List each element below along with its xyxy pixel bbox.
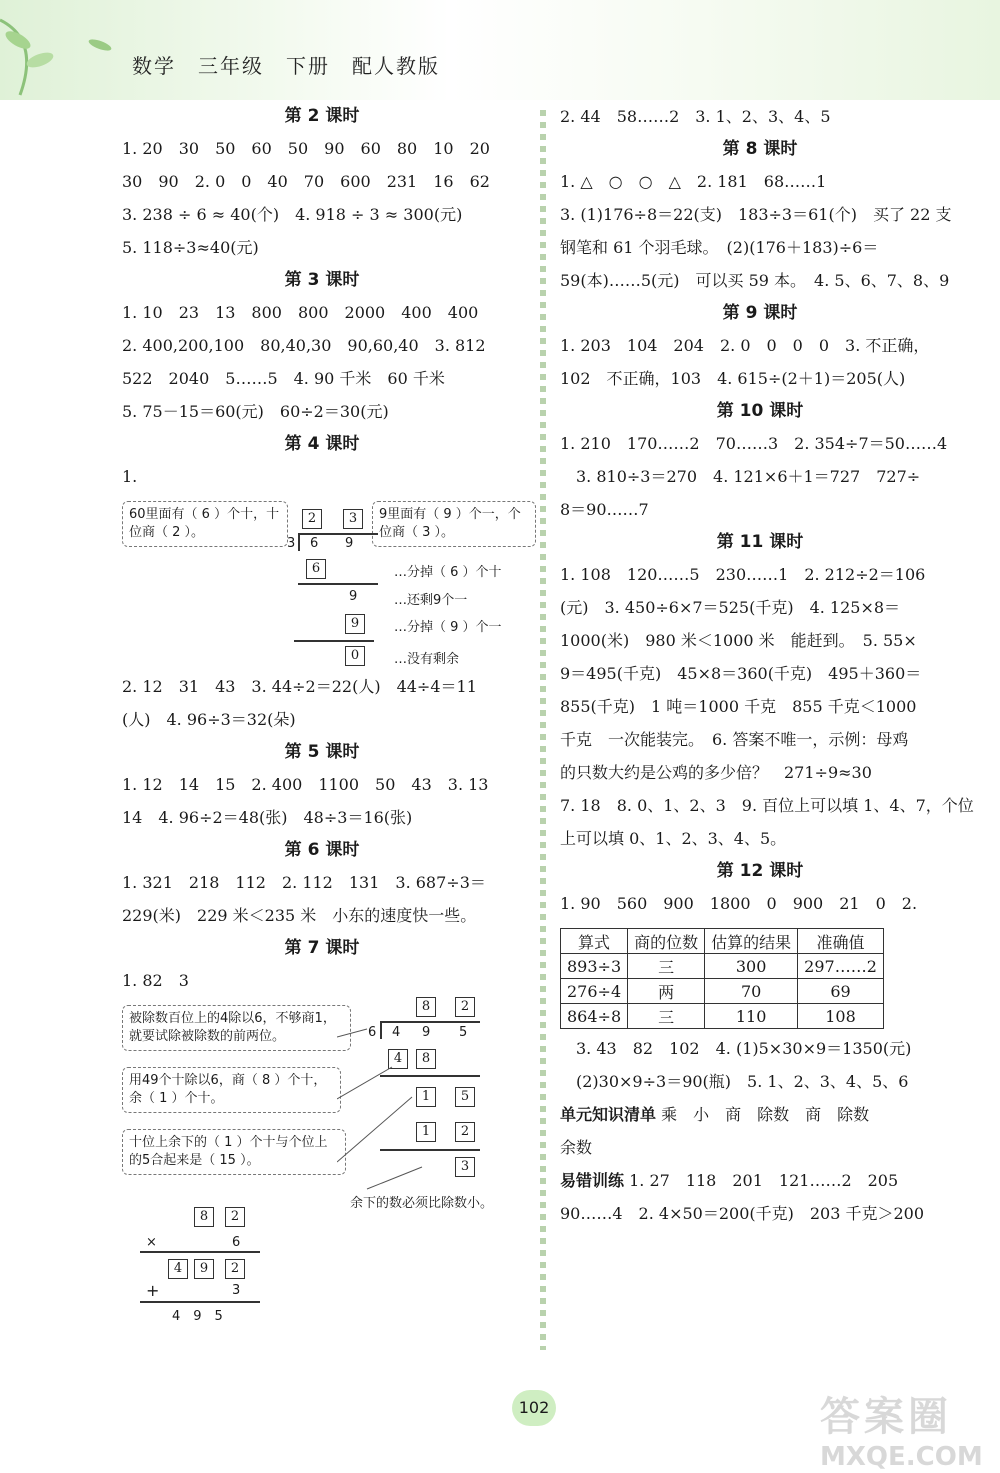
step-box: 5 xyxy=(455,1087,475,1107)
table-header: 算式 xyxy=(561,929,628,954)
divisor: 3 xyxy=(287,536,296,551)
divisor: 6 xyxy=(368,1025,377,1040)
answer-line: 1. 108 120……5 230……1 2. 212÷2＝106 xyxy=(560,565,926,584)
table-cell: 297……2 xyxy=(798,954,884,979)
note-box: 用49个十除以6，商（ 8 ）个十，余（ 1 ）个十。 xyxy=(122,1067,341,1113)
division-diagram-2 xyxy=(122,997,522,1322)
answer-line: 上可以填 0、1、2、3、4、5。 xyxy=(560,829,787,848)
step-box: 2 xyxy=(455,1122,475,1142)
answer-line: 855(千克) 1 吨＝1000 千克 855 千克＜1000 xyxy=(560,697,917,716)
step-box: 9 xyxy=(345,614,365,634)
answer-line: 8＝90……7 xyxy=(560,500,649,519)
mult-box: 2 xyxy=(225,1207,245,1227)
section-title: 第 10 课时 xyxy=(716,401,804,421)
note-box: 十位上余下的（ 1 ）个十与个位上的5合起来是（ 15 ）。 xyxy=(122,1129,346,1175)
answer-line: 2. 12 31 43 3. 44÷2＝22(人) 44÷4＝11 xyxy=(122,677,477,696)
answer-line: 的只数大约是公鸡的多少倍？ 271÷9≈30 xyxy=(560,763,872,782)
arrow-lines xyxy=(337,1017,427,1197)
answer-line: 1. 10 23 13 800 800 2000 400 400 xyxy=(122,303,479,322)
multiplier: 6 xyxy=(232,1235,241,1250)
section-title: 第 3 课时 xyxy=(284,270,360,290)
product-box: 9 xyxy=(194,1259,214,1279)
answer-line: 102 不正确，103 4. 615÷(2＋1)＝205(人) xyxy=(560,369,906,388)
remainder: 9 xyxy=(349,589,358,604)
step-box: 1 xyxy=(416,1087,436,1107)
table-cell: 70 xyxy=(705,979,798,1004)
dividend-digit: 9 xyxy=(422,1025,431,1040)
answer-line: 1. 20 30 50 60 50 90 60 80 10 20 xyxy=(122,139,490,158)
step-box: 6 xyxy=(306,559,326,579)
summary-text: 乘 小 商 除数 商 除数 xyxy=(661,1105,870,1124)
plus-sign: + xyxy=(146,1281,160,1300)
answer-line: 1. 82 3 xyxy=(122,971,189,990)
quotient-box: 3 xyxy=(343,509,363,529)
quotient-box: 8 xyxy=(416,997,436,1017)
dividend-digit: 9 xyxy=(345,536,354,551)
table-row xyxy=(561,979,884,1004)
step-box: 4 xyxy=(388,1049,408,1069)
left-column xyxy=(122,100,522,1322)
dividend-digit: 6 xyxy=(310,536,319,551)
answer-line: 千克 一次能装完。 6. 答案不唯一，示例：母鸡 xyxy=(560,730,909,749)
right-column xyxy=(560,100,974,1230)
answer-line: 1. △ ○ ○ △ 2. 181 68……1 xyxy=(560,172,827,191)
mult-box: 8 xyxy=(194,1207,214,1227)
step-comment: …还剩9个一 xyxy=(394,593,468,608)
addend: 3 xyxy=(232,1283,241,1298)
answer-line: 5. 75－15＝60(元) 60÷2＝30(元) xyxy=(122,402,389,421)
product-box: 4 xyxy=(168,1259,188,1279)
section-title: 第 9 课时 xyxy=(722,303,798,323)
answer-line: 229(米) 229 米＜235 米 小东的速度快一些。 xyxy=(122,906,477,925)
answer-line: 9＝495(千克) 45×8＝360(千克) 495＋360＝ xyxy=(560,664,922,683)
answer-line: 5. 118÷3≈40(元) xyxy=(122,238,259,257)
table-header: 商的位数 xyxy=(628,929,705,954)
answer-line: 59(本)……5(元) 可以买 59 本。 4. 5、6、7、8、9 xyxy=(560,271,950,290)
table-row xyxy=(561,1004,884,1029)
section-title: 第 8 课时 xyxy=(722,139,798,159)
division-bracket xyxy=(298,533,300,551)
step-line xyxy=(294,640,374,642)
result: 4 9 5 xyxy=(172,1309,223,1324)
step-box: 0 xyxy=(345,646,365,666)
column-divider xyxy=(540,110,546,1350)
answer-line: (元) 3. 450÷6×7＝525(千克) 4. 125×8＝ xyxy=(560,598,901,617)
watermark-top: 答案圈 xyxy=(820,1394,952,1440)
section-title: 第 12 课时 xyxy=(716,861,804,881)
summary-label: 单元知识清单 xyxy=(560,1105,657,1124)
dividend-digit: 4 xyxy=(392,1025,401,1040)
errors-text: 1. 27 118 201 121……2 205 xyxy=(629,1171,899,1190)
quotient-box: 2 xyxy=(302,509,322,529)
table-cell: 69 xyxy=(798,979,884,1004)
answer-line: 3. (1)176÷8＝22(支) 183÷3＝61(个) 买了 22 支 xyxy=(560,205,952,224)
note-box: 被除数百位上的4除以6，不够商1，就要试除被除数的前两位。 xyxy=(122,1005,351,1051)
answer-line: 1. 210 170……2 70……3 2. 354÷7＝50……4 xyxy=(560,434,948,453)
table-header-row xyxy=(561,929,884,954)
table-header: 准确值 xyxy=(798,929,884,954)
estimate-table-wrap xyxy=(560,920,960,1032)
section-title: 第 6 课时 xyxy=(284,840,360,860)
header-title: 数学 三年级 下册 配人教版 xyxy=(132,54,440,78)
answer-line: 3. 238 ÷ 6 ≈ 40(个) 4. 918 ÷ 3 ≈ 300(元) xyxy=(122,205,463,224)
answer-line: 2. 44 58……2 3. 1、2、3、4、5 xyxy=(560,107,831,126)
section-title: 第 5 课时 xyxy=(284,742,360,762)
section-title: 第 7 课时 xyxy=(284,938,360,958)
mult-line xyxy=(140,1251,260,1253)
errors-label: 易错训练 xyxy=(560,1171,625,1190)
table-cell: 893÷3 xyxy=(561,954,628,979)
table-cell: 108 xyxy=(798,1004,884,1029)
answer-line: 522 2040 5……5 4. 90 千米 60 千米 xyxy=(122,369,445,388)
section-title: 第 4 课时 xyxy=(284,434,360,454)
note-text: 余下的数必须比除数小。 xyxy=(350,1196,494,1211)
answer-line: (2)30×9÷3＝90(瓶) 5. 1、2、3、4、5、6 xyxy=(560,1072,909,1091)
answer-line: (人) 4. 96÷3＝32(朵) xyxy=(122,710,296,729)
table-cell: 三 xyxy=(628,954,705,979)
step-box: 1 xyxy=(416,1122,436,1142)
answer-line: 2. 400,200,100 80,40,30 90,60,40 3. 812 xyxy=(122,336,486,355)
answer-line: 7. 18 8. 0、1、2、3 9. 百位上可以填 1、4、7，个位 xyxy=(560,796,974,815)
table-cell: 276÷4 xyxy=(561,979,628,1004)
note-box: 9里面有（ 9 ）个一，个位商（ 3 ）。 xyxy=(372,501,536,547)
quotient-box: 2 xyxy=(455,997,475,1017)
note-box: 60里面有（ 6 ）个十，十位商（ 2 ）。 xyxy=(122,501,288,547)
answer-line: 1. 90 560 900 1800 0 900 21 0 2. xyxy=(560,894,918,913)
table-row xyxy=(561,954,884,979)
answer-line: 1. xyxy=(122,467,138,486)
sum-line xyxy=(140,1301,260,1303)
step-box: 8 xyxy=(416,1049,436,1069)
step-comment: …没有剩余 xyxy=(394,652,460,667)
watermark-bottom: MXQE.COM xyxy=(820,1442,983,1472)
answer-line: 3. 810÷3＝270 4. 121×6＋1＝727 727÷ xyxy=(560,467,921,486)
errors-line xyxy=(560,1164,960,1197)
answer-line: 14 4. 96÷2＝48(张) 48÷3＝16(张) xyxy=(122,808,413,827)
summary-line xyxy=(560,1098,960,1131)
answer-line: 90……4 2. 4×50＝200(千克) 203 千克＞200 xyxy=(560,1204,925,1223)
answer-line: 1. 203 104 204 2. 0 0 0 0 3. 不正确， xyxy=(560,336,930,355)
watermark xyxy=(820,1385,983,1472)
division-diagram-1 xyxy=(122,493,522,670)
product-box: 2 xyxy=(225,1259,245,1279)
table-cell: 864÷8 xyxy=(561,1004,628,1029)
division-line xyxy=(298,533,378,535)
table-cell: 三 xyxy=(628,1004,705,1029)
page-number: 102 xyxy=(512,1390,556,1426)
table-cell: 110 xyxy=(705,1004,798,1029)
answer-line: 余数 xyxy=(560,1138,593,1157)
table-header: 估算的结果 xyxy=(705,929,798,954)
step-comment: …分掉（ 9 ）个一 xyxy=(394,620,502,635)
dividend-digit: 5 xyxy=(459,1025,468,1040)
times-sign: × xyxy=(146,1235,157,1250)
answer-line: 1. 321 218 112 2. 112 131 3. 687÷3＝ xyxy=(122,873,486,892)
answer-line: 3. 43 82 102 4. (1)5×30×9＝1350(元) xyxy=(560,1039,912,1058)
answer-line: 1000(米) 980 米＜1000 米 能赶到。 5. 55× xyxy=(560,631,917,650)
step-line xyxy=(298,583,378,585)
section-title: 第 2 课时 xyxy=(284,106,360,126)
section-title: 第 11 课时 xyxy=(716,532,804,552)
step-comment: …分掉（ 6 ）个十 xyxy=(394,565,502,580)
answer-line: 钢笔和 61 个羽毛球。 (2)(176＋183)÷6＝ xyxy=(560,238,879,257)
estimate-table xyxy=(560,928,884,1029)
table-cell: 300 xyxy=(705,954,798,979)
table-cell: 两 xyxy=(628,979,705,1004)
answer-line: 1. 12 14 15 2. 400 1100 50 43 3. 13 xyxy=(122,775,489,794)
answer-line: 30 90 2. 0 0 40 70 600 231 16 62 xyxy=(122,172,490,191)
step-box: 3 xyxy=(455,1157,475,1177)
